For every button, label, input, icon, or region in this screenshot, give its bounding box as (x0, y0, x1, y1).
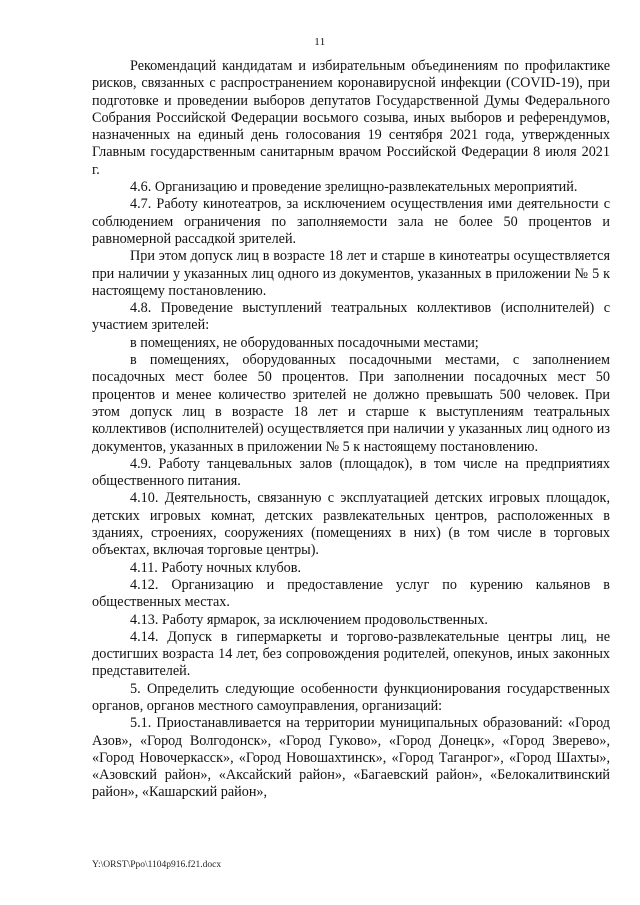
paragraph-4-7-admission: При этом допуск лиц в возрасте 18 лет и старше в кинотеатры осуществляется при наличии у указанных лиц одного из документов, указанных в приложении № 5 к настоящему постановлению. (92, 248, 610, 299)
paragraph-5: 5. Определить следующие особенности функционирования государственных органов, органов местного самоуправления, организаций: (92, 680, 610, 714)
paragraph-4-8: 4.8. Проведение выступлений театральных коллективов (исполнителей) с участием зрителей: (92, 300, 610, 334)
paragraph-4-10: 4.10. Деятельность, связанную с эксплуатацией детских игровых площадок, детских игровых комнат, детских развлекательных центров, расположенных в зданиях, строениях, сооружениях (помещениях в них) (в том числе в торговых объектах, включая торговые центры). (92, 490, 610, 559)
paragraph-4-7: 4.7. Работу кинотеатров, за исключением осуществления ими деятельности с соблюдением ограничения по заполняемости зала не более 50 процентов и равномерной рассадкой зрителей. (92, 196, 610, 247)
paragraph-5-1: 5.1. Приостанавливается на территории муниципальных образований: «Город Азов», «Город Волгодонск», «Город Гуково», «Город Донецк», «Город Зверево», «Город Новочеркасск», «Город Новошахтинск», «Город Таганрог», «Город Шахты», «Азовский район», «Аксайский район», «Багаевский район», «Белокалитвинский район», «Кашарский район», (92, 715, 610, 801)
page-number: 11 (314, 36, 326, 48)
paragraph-4-14: 4.14. Допуск в гипермаркеты и торгово-развлекательные центры лиц, не достигших возраста 14 лет, без сопровождения родителей, опекунов, иных законных представителей. (92, 628, 610, 680)
paragraph-4-12: 4.12. Организацию и предоставление услуг по курению кальянов в общественных местах. (92, 576, 610, 611)
document-body (92, 58, 610, 802)
paragraph-4-9: 4.9. Работу танцевальных залов (площадок), в том числе на предприятиях общественного питания. (92, 455, 610, 490)
paragraph-4-8-no-seats: в помещениях, не оборудованных посадочными местами; (130, 334, 479, 351)
file-path-footer: Y:\ORST\Ppo\1104p916.f21.docx (92, 860, 222, 870)
paragraph-4-13: 4.13. Работу ярмарок, за исключением продовольственных. (130, 611, 488, 628)
paragraph-4-6: 4.6. Организацию и проведение зрелищно-развлекательных мероприятий. (130, 179, 578, 196)
paragraph-recommendations: Рекомендаций кандидатам и избирательным объединениям по профилактике рисков, связанных с распространением коронавирусной инфекции (COVID-19), при подготовке и проведении выборов депутатов Государственной Думы Федерального Собрания Российской Федерации восьмого созыва, иных выборов и референдумов, назначенных на единый день голосования 19 сентября 2021 года, утвержденных Главным государственным санитарным врачом Российской Федерации 8 июля 2021 г. (92, 58, 610, 178)
paragraph-4-11: 4.11. Работу ночных клубов. (130, 559, 302, 576)
paragraph-4-8-with-seats: в помещениях, оборудованных посадочными местами, с заполнением посадочных мест более 50 процентов. При заполнении посадочных мест 50 процентов и менее количество зрителей не должно превышать 500 человек. При этом допуск лиц в возрасте 18 лет и старше к выступлениям театральных коллективов (исполнителей) осуществляется при наличии у указанных лиц одного из документов, указанных в приложении № 5 к настоящему постановлению. (92, 352, 610, 455)
